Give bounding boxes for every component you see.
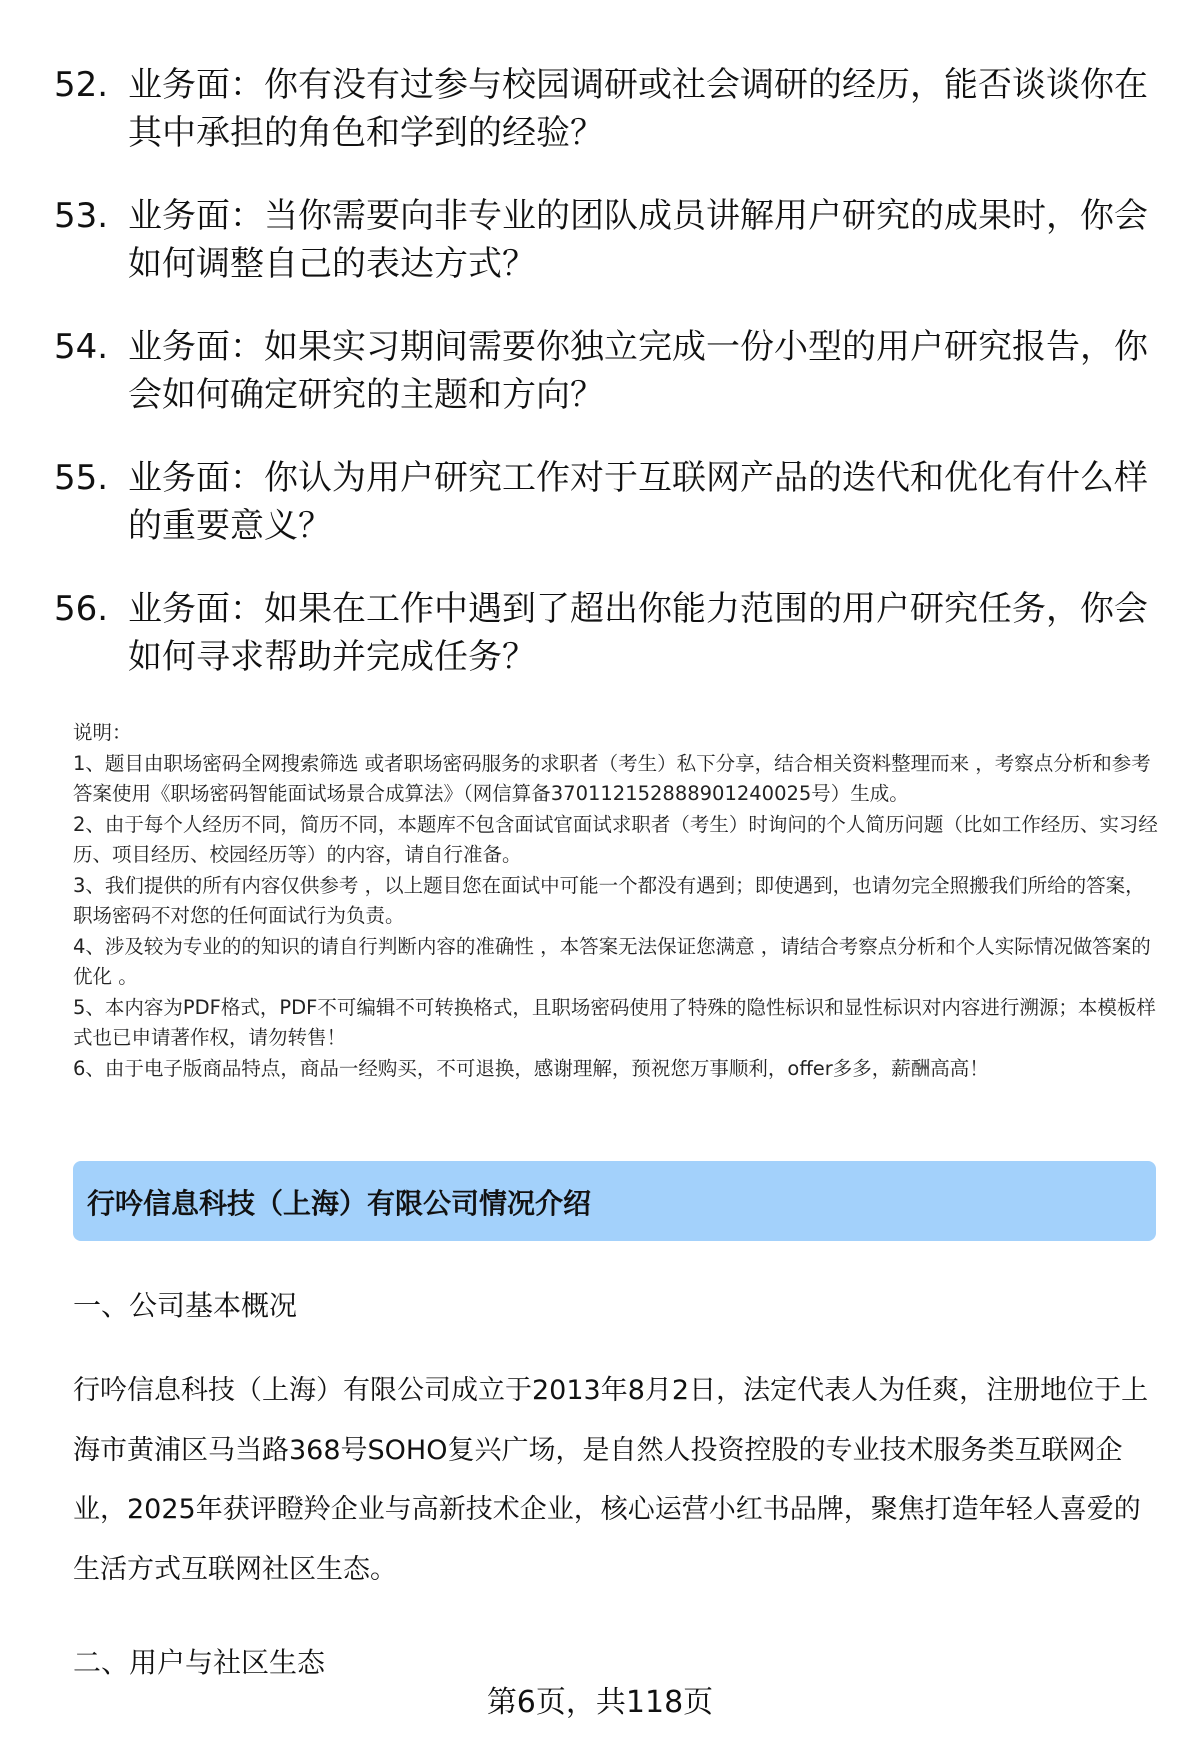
section-paragraph: 行吟信息科技（上海）有限公司成立于2013年8月2日，法定代表人为任爽，注册地位于上海市黄浦区马当路368号SOHO复兴广场，是自然人投资控股的专业技术服务类互联网企业，2025年获评瞪羚企业与高新技术企业，核心运营小红书品牌，聚焦打造年轻人喜爱的生活方式互联网社区生态。	[73, 1375, 1149, 1585]
question-number: 52.	[54, 65, 109, 105]
question-text: 业务面：当你需要向非专业的团队成员讲解用户研究的成果时，你会如何调整自己的表达方式？	[128, 196, 1148, 284]
note-item: 5、本内容为PDF格式，PDF不可编辑不可转换格式，且职场密码使用了特殊的隐性标识和显性标识对内容进行溯源；本模板样式也已申请著作权，请勿转售！	[73, 995, 1156, 1049]
note-item: 6、由于电子版商品特点，商品一经购买，不可退换，感谢理解，预祝您万事顺利，offer多多，薪酬高高！	[73, 1056, 989, 1080]
note-item: 2、由于每个人经历不同，简历不同，本题库不包含面试官面试求职者（考生）时询问的个人简历问题（比如工作经历、实习经历、项目经历、校园经历等）的内容，请自行准备。	[73, 812, 1158, 866]
question-number: 55.	[54, 458, 109, 498]
question-number: 56.	[54, 589, 109, 629]
question-text: 业务面：你有没有过参与校园调研或社会调研的经历，能否谈谈你在其中承担的角色和学到的经验？	[128, 65, 1148, 153]
question-54	[54, 323, 1164, 419]
question-53	[54, 192, 1164, 288]
section-heading: 一、公司基本概况	[73, 1289, 298, 1322]
question-text: 业务面：你认为用户研究工作对于互联网产品的迭代和优化有什么样的重要意义？	[128, 458, 1148, 546]
note-item: 3、我们提供的所有内容仅供参考 ，以上题目您在面试中可能一个都没有遇到；即使遇到，也请勿完全照搬我们所给的答案，职场密码不对您的任何面试行为负责。	[73, 873, 1145, 927]
page-number: 第6页，共118页	[486, 1685, 714, 1720]
question-text: 业务面：如果实习期间需要你独立完成一份小型的用户研究报告，你会如何确定研究的主题和方向？	[128, 327, 1148, 415]
notes-section	[73, 718, 1163, 1084]
question-number: 53.	[54, 196, 109, 236]
question-number: 54.	[54, 327, 109, 367]
notes-title: 说明：	[73, 721, 132, 744]
company-banner	[73, 1161, 1156, 1241]
question-55	[54, 454, 1164, 550]
question-text: 业务面：如果在工作中遇到了超出你能力范围的用户研究任务，你会如何寻求帮助并完成任务？	[128, 589, 1148, 677]
section-heading: 二、用户与社区生态	[73, 1646, 326, 1679]
note-item: 4、涉及较为专业的的知识的请自行判断内容的准确性 ，本答案无法保证您满意 ，请结合考察点分析和个人实际情况做答案的优化 。	[73, 934, 1151, 988]
question-56	[54, 585, 1164, 681]
banner-title: 行吟信息科技（上海）有限公司情况介绍	[87, 1187, 592, 1220]
note-item: 1、题目由职场密码全网搜索筛选 或者职场密码服务的求职者（考生）私下分享，结合相关资料整理而来 ，考察点分析和参考答案使用《职场密码智能面试场景合成算法》（网信算备370112152888901240025号）生成。	[73, 751, 1151, 805]
question-52	[54, 61, 1164, 157]
